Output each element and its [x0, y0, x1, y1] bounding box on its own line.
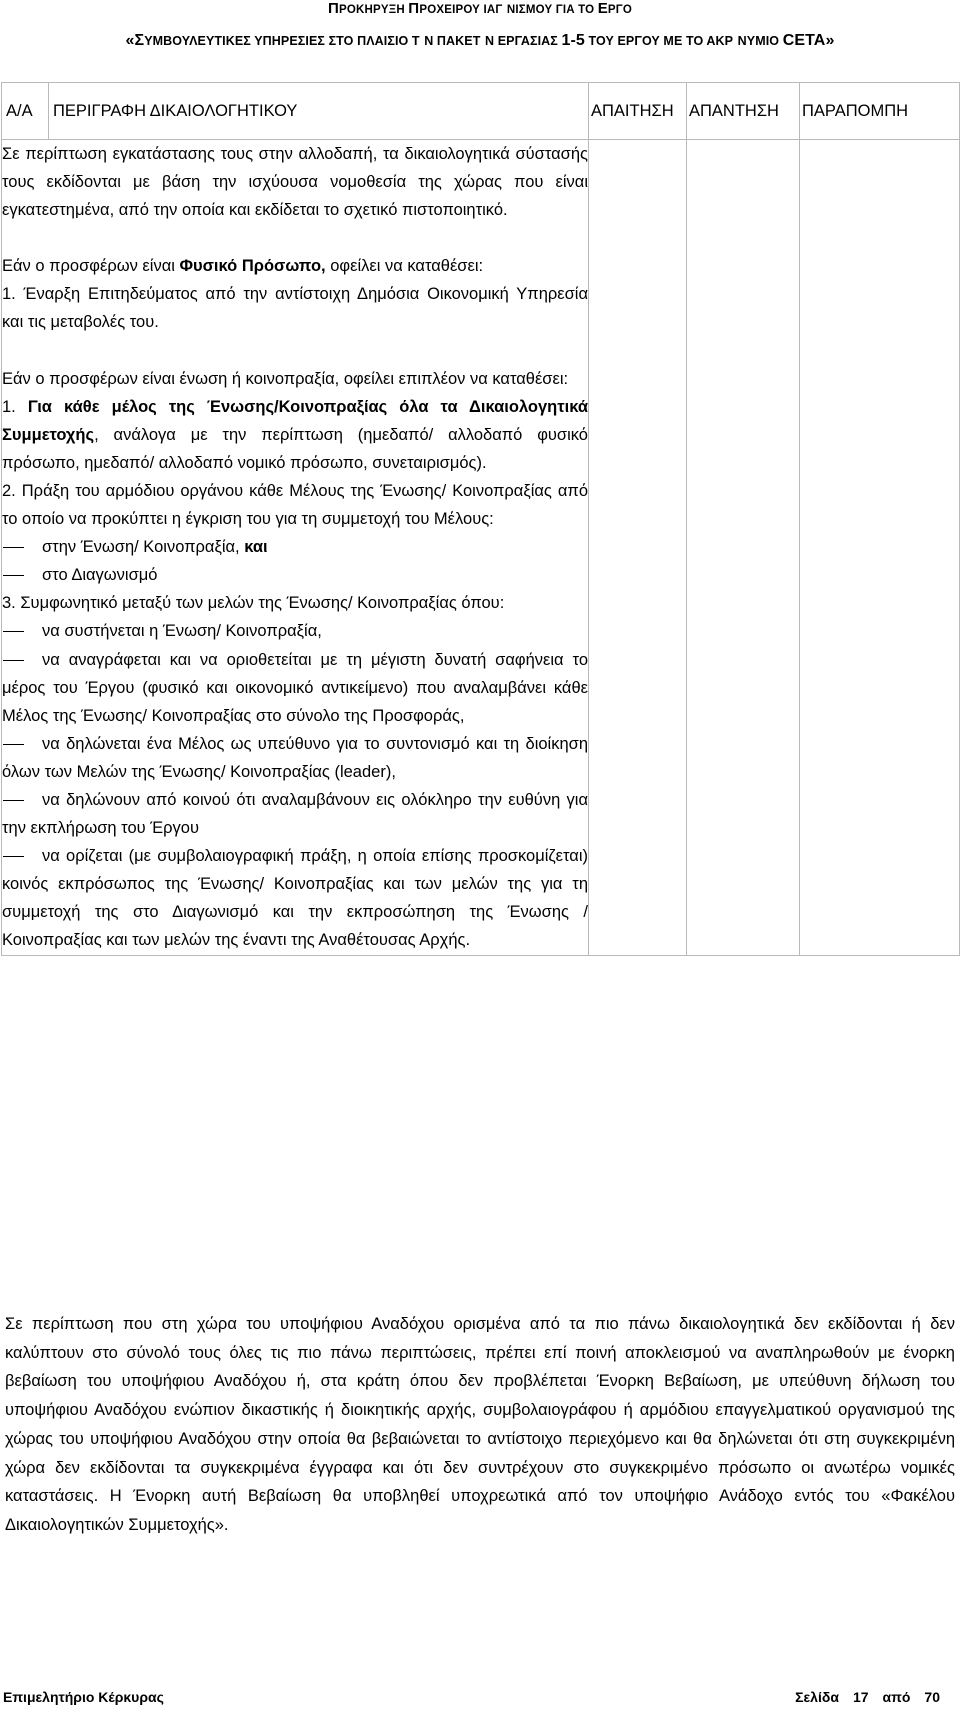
text-span: στην Ένωση/ Κοινοπραξία, [42, 538, 240, 557]
header-text: Π [327, 0, 339, 17]
bold-text: Φυσικό Πρόσωπο, [179, 257, 326, 276]
union-item-1 [2, 393, 588, 477]
column-header-answer: ΑΠΑΝΤΗΣΗ [687, 83, 800, 140]
text-span: οφείλει να καταθέσει: [325, 257, 484, 276]
natural-person-item-1: 1. Έναρξη Επιτηδεύματος από την αντίστοιχη Δημόσια Οικονομική Υπηρεσία και τις μεταβολές του. [2, 285, 588, 332]
bold-text: και [239, 538, 268, 557]
header-text: CETA» [782, 32, 835, 49]
union-intro: Εάν ο προσφέρων είναι ένωση ή κοινοπραξία, οφείλει επιπλέον να καταθέσει: [2, 369, 569, 388]
text-span: , ανάλογα με την περίπτωση (ημεδαπό/ αλλοδαπό φυσικό πρόσωπο, ημεδαπό/ αλλοδαπό νομικό πρόσωπο, συνεταιρισμός). [2, 425, 588, 472]
dash-item: να ορίζεται (με συμβολαιογραφική πράξη, η οποία επίσης προσκομίζεται) κοινός εκπρόσωπος της Ένωσης/ Κοινοπραξίας και των μελών της για τη συμμετοχή της στο Διαγωνισμό και την εκπροσώπηση της Ένωσης / Κοινοπραξίας και των μελών της έναντι της Αναθέτουσας Αρχής. [2, 842, 588, 954]
document-header-title [0, 0, 960, 17]
column-header-requirement: ΑΠΑΙΤΗΣΗ [589, 83, 687, 140]
header-text: Ν ΠΑΚΕΤ [424, 34, 481, 48]
total-pages: 70 [924, 1689, 940, 1705]
header-text: Π [408, 0, 420, 17]
union-item-3: 3. Συμφωνητικό μεταξύ των μελών της Ένωσης/ Κοινοπραξίας όπου: [2, 594, 505, 613]
dash-item: να δηλώνεται ένα Μέλος ως υπεύθυνο για το συντονισμό και τη διοίκηση όλων των Μελών της Ένωσης/ Κοινοπραξίας (leader), [2, 730, 588, 786]
union-item-2: 2. Πράξη του αρμόδιου οργάνου κάθε Μέλους της Ένωσης/ Κοινοπραξίας από το οποίο να προκύπτει η έγκριση του για τη συμμετοχή του Μέλους: [2, 481, 588, 529]
dash-item: να δηλώνουν από κοινού ότι αναλαμβάνουν εις ολόκληρο την ευθύνη για την εκπλήρωση του Έργου [2, 786, 588, 842]
table-header-row [2, 83, 960, 140]
header-text: Ε [597, 0, 608, 17]
foreign-establishment-text: Σε περίπτωση εγκατάστασης τους στην αλλοδαπή, τα δικαιολογητικά σύστασής τους εκδίδονται με βάση την ισχύουσα νομοθεσία της χώρας που είναι εγκατεστημένα, από την οποία και εκδίδεται το σχετικό πιστοποιητικό. [2, 145, 588, 220]
header-text: ΙΑΓ [483, 4, 503, 16]
page-number: 17 [852, 1689, 869, 1705]
of-label: από [882, 1689, 911, 1705]
footer-organization: Επιμελητήριο Κέρκυρας [3, 1689, 164, 1705]
header-text: ΡΟΚΗΡΥΞΗ [339, 4, 409, 16]
dash-item [2, 533, 588, 561]
description-cell [2, 140, 589, 956]
page-label: Σελίδα [795, 1689, 839, 1705]
table-row [2, 140, 960, 956]
text-span: 1. [2, 397, 28, 416]
answer-cell [687, 140, 800, 956]
requirement-cell [589, 140, 687, 956]
sworn-declaration-paragraph: Σε περίπτωση που στη χώρα του υποψήφιου Αναδόχου ορισμένα από τα πιο πάνω δικαιολογητικά δεν εκδίδονται ή δεν καλύπτουν στο σύνολό τους όλες τις πιο πάνω περιπτώσεις, πρέπει επί ποινή αποκλεισμού να αναπληρωθούν με ένορκη βεβαίωση του υποψήφιου Αναδόχου ή, στα κράτη όπου δεν προβλέπεται Ένορκη Βεβαίωση, με υπεύθυνη δήλωση του υποψήφιου Αναδόχου ενώπιον δικαστικής ή διοικητικής αρχής, συμβολαιογράφου ή αρμόδιου επαγγελματικού οργανισμού της χώρας του υποψήφιου Αναδόχου στην οποία θα βεβαιώνεται το αντίστοιχο περιεχόμενο και θα δηλώνεται ότι στη συγκεκριμένη χώρα δεν εκδίδονται τα συγκεκριμένα έγγραφα και ότι δεν συντρέχουν στο συγκεκριμένο πρόσωπο οι ανωτέρω νομικές καταστάσεις. Η Ένορκη αυτή Βεβαίωση θα υποβληθεί υποχρεωτικά από τον υποψήφιο Ανάδοχο εντός του «Φακέλου Δικαιολογητικών Συμμετοχής». [5, 1315, 955, 1534]
header-text: ΡΟΧΕΙΡΟΥ [419, 4, 484, 16]
dash-item: στο Διαγωνισμό [2, 561, 588, 589]
natural-person-intro [2, 252, 588, 280]
footer-page-number [795, 1689, 940, 1705]
reference-cell [800, 140, 960, 956]
text-span: Εάν ο προσφέρων είναι [2, 257, 180, 276]
header-text: Ν ΕΡΓΑΣΙΑΣ [485, 34, 562, 48]
column-header-aa: Α/Α [2, 83, 49, 140]
column-header-description: ΠΕΡΙΓΡΑΦΗ ΔΙΚΑΙΟΛΟΓΗΤΙΚΟΥ [49, 83, 589, 140]
header-text: ΥΜΒΟΥΛΕΥΤΙΚΕΣ ΥΠΗΡΕΣΙΕΣ ΣΤΟ ΠΛΑΙΣΙΟ Τ [144, 34, 420, 48]
header-text: 1-5 [561, 32, 585, 49]
requirements-table [1, 82, 960, 956]
header-text: ΡΓΟ [607, 4, 633, 16]
bold-text: Για κάθε μέλος της Ένωσης/Κοινοπραξίας όλα τα Δικαιολογητικά Συμμετοχής [2, 397, 588, 444]
header-text: ΤΟΥ ΕΡΓΟΥ ΜΕ ΤΟ ΑΚΡ [584, 34, 734, 48]
header-text: « [125, 32, 135, 49]
header-text: Σ [134, 32, 145, 49]
header-text: ΝΥΜΙΟ [737, 34, 783, 48]
dash-item: να συστήνεται η Ένωση/ Κοινοπραξία, [2, 617, 588, 645]
document-header-project [0, 32, 960, 50]
column-header-reference: ΠΑΡΑΠΟΜΠΗ [800, 83, 960, 140]
dash-item: να αναγράφεται και να οριοθετείται με τη μέγιστη δυνατή σαφήνεια το μέρος του Έργου (φυσικό και οικονομικό αντικείμενο) που αναλαμβάνει κάθε Μέλος της Ένωσης/ Κοινοπραξίας στο σύνολο της Προσφοράς, [2, 646, 588, 730]
header-text: ΝΙΣΜΟΥ ΓΙΑ ΤΟ [506, 4, 598, 16]
